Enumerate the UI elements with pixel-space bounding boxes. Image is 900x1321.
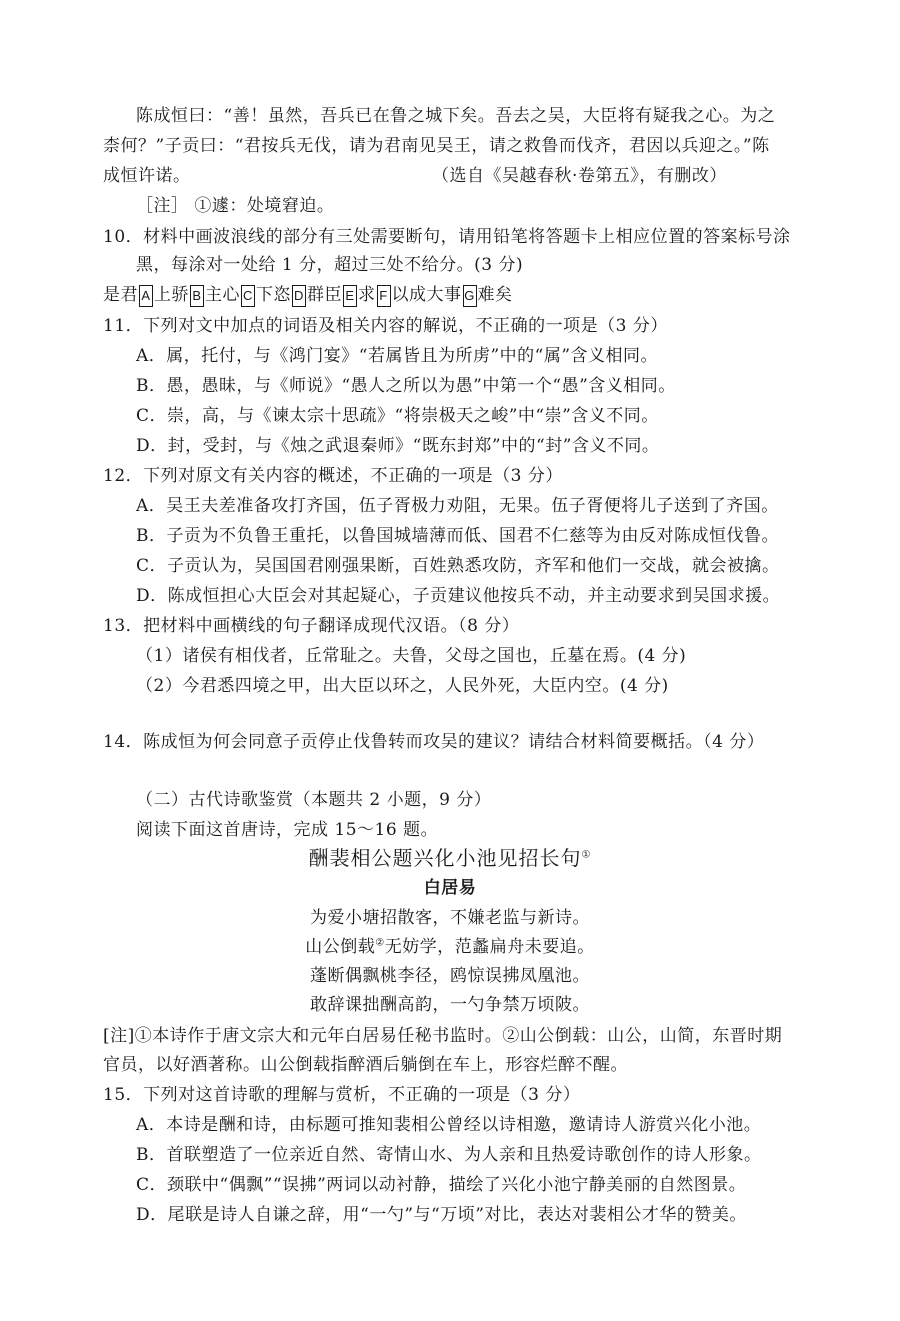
q11-option-b[interactable]: B．愚，愚昧，与《师说》“愚人之所以为愚”中第一个“愚”含义相同。 [136, 376, 676, 396]
q15-stem: 15．下列对这首诗歌的理解与赏析，不正确的一项是（3 分） [103, 1085, 581, 1105]
q12-stem: 12．下列对原文有关内容的概述，不正确的一项是（3 分） [103, 466, 563, 486]
section-2-intro: 阅读下面这首唐诗，完成 15～16 题。 [136, 820, 439, 840]
poem-line-2-b: 无妨学，范蠡扁舟未要追。 [384, 937, 595, 957]
poem-title [0, 846, 900, 870]
q10-segment: 群臣 [307, 285, 342, 305]
passage-source: （选自《吴越春秋·卷第五》，有删改） [432, 166, 727, 186]
q13-sentence-1: （1）诸侯有相伐者，丘常耻之。夫鲁，父母之国也，丘墓在焉。(4 分) [136, 646, 687, 666]
q11-stem: 11．下列对文中加点的词语及相关内容的解说，不正确的一项是（3 分） [103, 316, 668, 336]
q10-segment: 主心 [205, 285, 240, 305]
q10-segment: 难矣 [477, 285, 513, 305]
poem-note-line-1: [注]①本诗作于唐文宗大和元年白居易任秘书监时。②山公倒载：山公，山简，东晋时期 [103, 1026, 783, 1046]
q13-sentence-2: （2）今君悉四境之甲，出大臣以环之，人民外死，大臣内空。(4 分) [136, 676, 669, 696]
passage-line-1: 陈成恒曰：“善！虽然，吾兵已在鲁之城下矣。吾去之吴，大臣将有疑我之心。为之 [136, 106, 776, 126]
q10-stem-line-2: 黑，每涂对一处给 1 分，超过三处不给分。(3 分) [136, 255, 524, 275]
q10-segment: 上骄 [154, 285, 189, 305]
answer-mark-b[interactable]: B [190, 285, 204, 307]
q15-option-b[interactable]: B．首联塑造了一位亲近自然、寄情山水、为人亲和且热爱诗歌创作的诗人形象。 [136, 1145, 762, 1165]
passage-line-2: 柰何？”子贡曰：“君按兵无伐，请为君南见吴王，请之救鲁而伐齐，君因以兵迎之。”陈 [103, 136, 770, 156]
q11-option-c[interactable]: C．崇，高，与《谏太宗十思疏》“将崇极天之峻”中“崇”含义不同。 [136, 406, 659, 426]
q12-option-b[interactable]: B．子贡为不负鲁王重托，以鲁国城墙薄而低、国君不仁慈等为由反对陈成恒伐鲁。 [136, 526, 779, 546]
q15-option-a[interactable]: A．本诗是酬和诗，由标题可推知裴相公曾经以诗相邀，邀请诗人游赏兴化小池。 [136, 1115, 762, 1135]
q13-stem: 13．把材料中画横线的句子翻译成现代汉语。（8 分） [103, 616, 520, 636]
q10-segment: 是君 [103, 285, 138, 305]
q10-stem-line-1: 10．材料中画波浪线的部分有三处需要断句，请用铅笔将答题卡上相应位置的答案标号涂 [103, 227, 791, 247]
answer-mark-f[interactable]: F [377, 285, 391, 307]
q11-option-a[interactable]: A．属，托付，与《鸿门宴》“若属皆且为所虏”中的“属”含义相同。 [136, 346, 659, 366]
answer-mark-c[interactable]: C [241, 285, 255, 307]
q12-option-d[interactable]: D．陈成恒担心大臣会对其起疑心，子贡建议他按兵不动，并主动要求到吴国求援。 [136, 586, 781, 606]
q15-option-c[interactable]: C．颈联中“偶飘”“误拂”两词以动衬静，描绘了兴化小池宁静美丽的自然图景。 [136, 1175, 747, 1195]
poem-line-3: 蓬断偶飘桃李径，鸥惊误拂凤凰池。 [310, 966, 590, 986]
q14-stem: 14．陈成恒为何会同意子贡停止伐鲁转而攻吴的建议？请结合材料简要概括。（4 分） [103, 732, 765, 752]
poem-line-1: 为爱小塘招散客，不嫌老监与新诗。 [310, 908, 590, 928]
q15-option-d[interactable]: D．尾联是诗人自谦之辞，用“一勺”与“万顷”对比，表达对裴相公才华的赞美。 [136, 1205, 747, 1225]
answer-mark-d[interactable]: D [292, 285, 306, 307]
answer-mark-e[interactable]: E [343, 285, 357, 307]
answer-mark-a[interactable]: A [139, 285, 153, 307]
poem-line-2-footnote-mark: ② [375, 937, 385, 949]
q10-segment: 求 [358, 285, 376, 305]
q12-option-c[interactable]: C．子贡认为，吴国国君刚强果断，百姓熟悉攻防，齐军和他们一交战，就会被擒。 [136, 556, 780, 576]
poem-line-4: 敢辞课拙酬高韵，一勺争禁万顷陂。 [310, 995, 590, 1015]
section-2-heading: （二）古代诗歌鉴赏（本题共 2 小题，9 分） [136, 790, 492, 810]
answer-mark-g[interactable]: G [463, 285, 477, 307]
q12-option-a[interactable]: A．吴王夫差准备攻打齐国，伍子胥极力劝阻，无果。伍子胥便将儿子送到了齐国。 [136, 496, 779, 516]
passage-note: ［注］ ①遽：处境窘迫。 [136, 196, 335, 216]
q10-segment: 下恣 [256, 285, 291, 305]
poem-line-2-a: 山公倒载 [305, 937, 376, 957]
poem-line-2 [0, 935, 900, 959]
poem-author: 白居易 [423, 878, 477, 898]
poem-note-line-2: 官员，以好酒著称。山公倒载指醉酒后躺倒在车上，形容烂醉不醒。 [103, 1055, 628, 1075]
q10-segment: 以成大事 [391, 285, 462, 305]
passage-line-3: 成恒许诺。 [103, 166, 191, 186]
q10-sentence [103, 283, 513, 307]
q11-option-d[interactable]: D．封，受封，与《烛之武退秦师》“既东封郑”中的“封”含义不同。 [136, 436, 660, 456]
poem-title-footnote-mark: ① [581, 849, 592, 861]
poem-title-text: 酬裴相公题兴化小池见招长句 [308, 846, 582, 870]
